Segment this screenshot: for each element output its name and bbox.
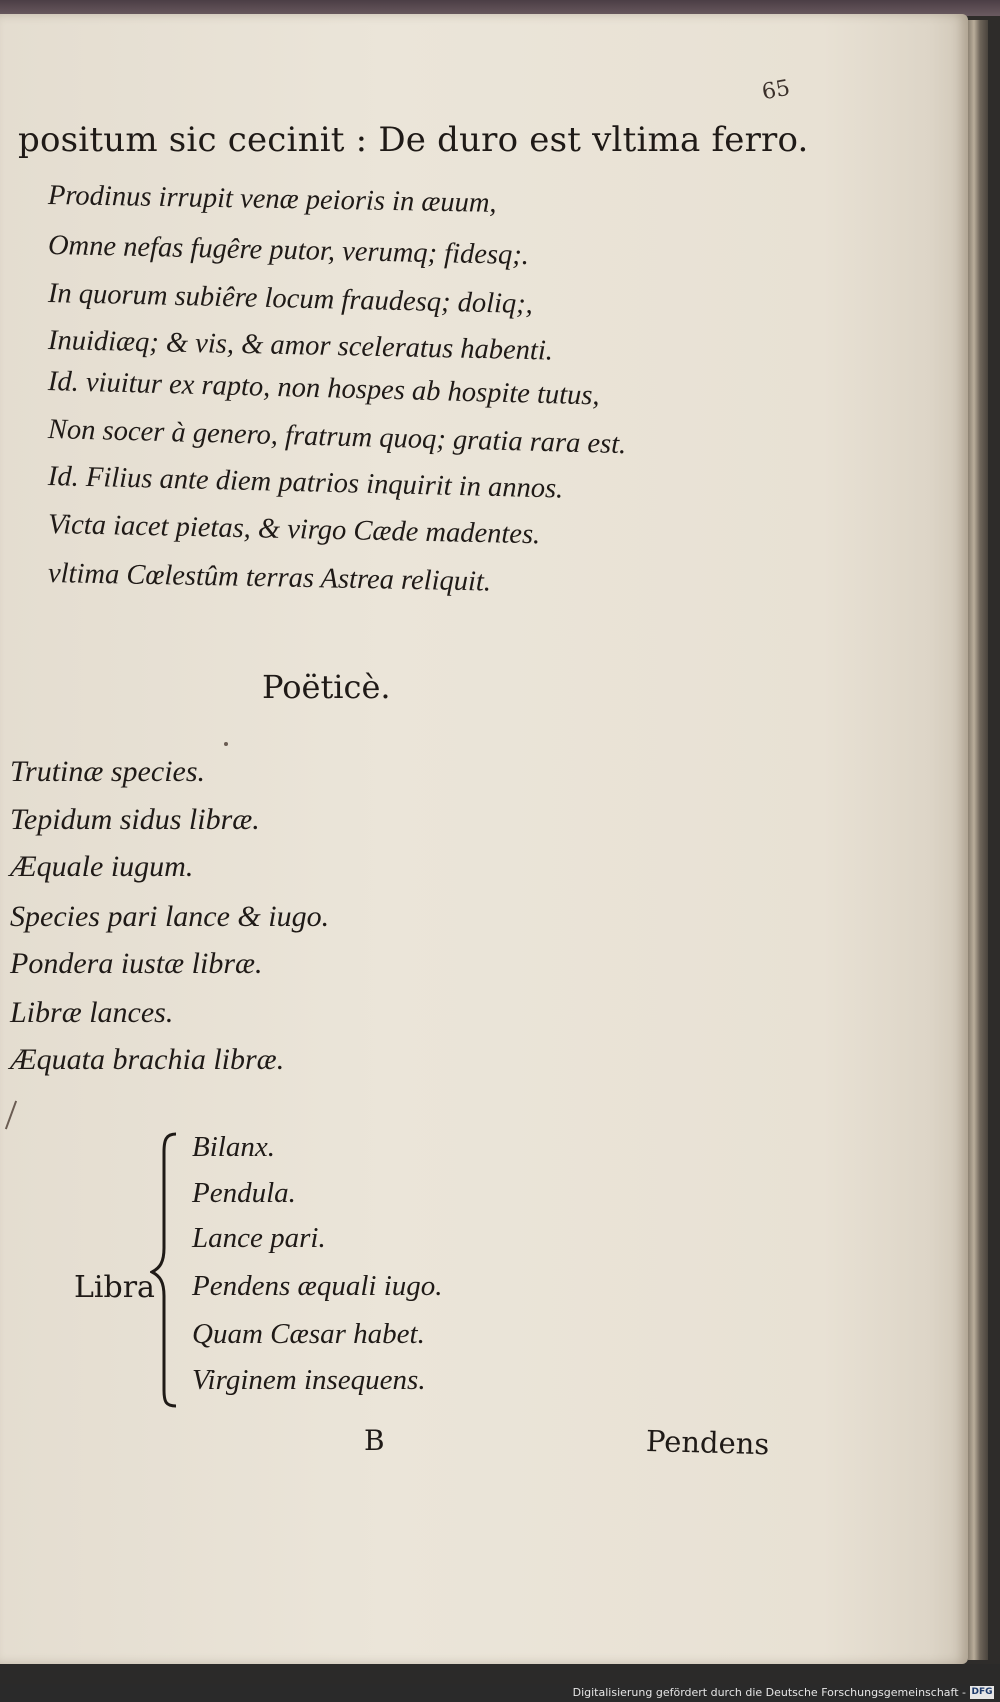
brace-item: Pendula. [192, 1177, 296, 1209]
verse-line: Non socer à genero, fratrum quoq; gratia rara est. [47, 414, 627, 461]
catchword: Pendens [645, 1424, 770, 1462]
epithet-line: Æquale iugum. [10, 850, 194, 883]
brace-head-word: Libra [74, 1270, 155, 1305]
verse-line: Omne nefas fugêre putor, verumq; fidesq;. [47, 230, 530, 272]
epithet-line: Species pari lance & iugo. [10, 900, 330, 933]
verse-line: Id. viuitur ex rapto, non hospes ab hospite tutus, [47, 366, 600, 412]
verse-line: Prodinus irrupit venæ peioris in æuum, [47, 180, 497, 219]
verse-line: Inuidiæq; & vis, & amor sceleratus habenti. [47, 325, 554, 367]
ink-speck [224, 742, 228, 746]
folio-mark: 65 [760, 75, 792, 106]
scan-bottom-edge [0, 1664, 1000, 1684]
verse-line: Victa iacet pietas, & virgo Cæde madentes. [47, 509, 541, 551]
brace-item: Lance pari. [192, 1222, 326, 1254]
epithet-line: Libræ lances. [10, 996, 174, 1029]
epithet-line: Trutinæ species. [10, 755, 206, 788]
brace-item: Bilanx. [192, 1131, 275, 1163]
dfg-logo: DFG [971, 1687, 993, 1697]
verse-line: vltima Cœlestûm terras Astrea reliquit. [47, 558, 492, 598]
heading-line: positum sic cecinit : De duro est vltima ferro. [18, 120, 809, 160]
brace-item: Pendens æquali iugo. [192, 1270, 443, 1302]
verse-line: Id. Filius ante diem patrios inquirit in annos. [47, 461, 564, 505]
digitization-credit: Digitalisierung gefördert durch die Deutsche Forschungsgemeinschaft - [572, 1686, 966, 1699]
brace-item: Virginem insequens. [192, 1364, 426, 1396]
epithet-line: Pondera iustæ libræ. [10, 947, 263, 980]
section-title: Poëticè. [262, 668, 391, 706]
curly-brace-icon [150, 1128, 190, 1408]
epithet-line: Tepidum sidus libræ. [10, 803, 260, 836]
verse-line: In quorum subiêre locum fraudesq; doliq;, [47, 278, 534, 320]
epithet-line: Æquata brachia libræ. [10, 1043, 285, 1076]
brace-item: Quam Cæsar habet. [192, 1318, 425, 1350]
signature-mark: B [364, 1424, 385, 1457]
page-fore-edge [968, 20, 988, 1660]
